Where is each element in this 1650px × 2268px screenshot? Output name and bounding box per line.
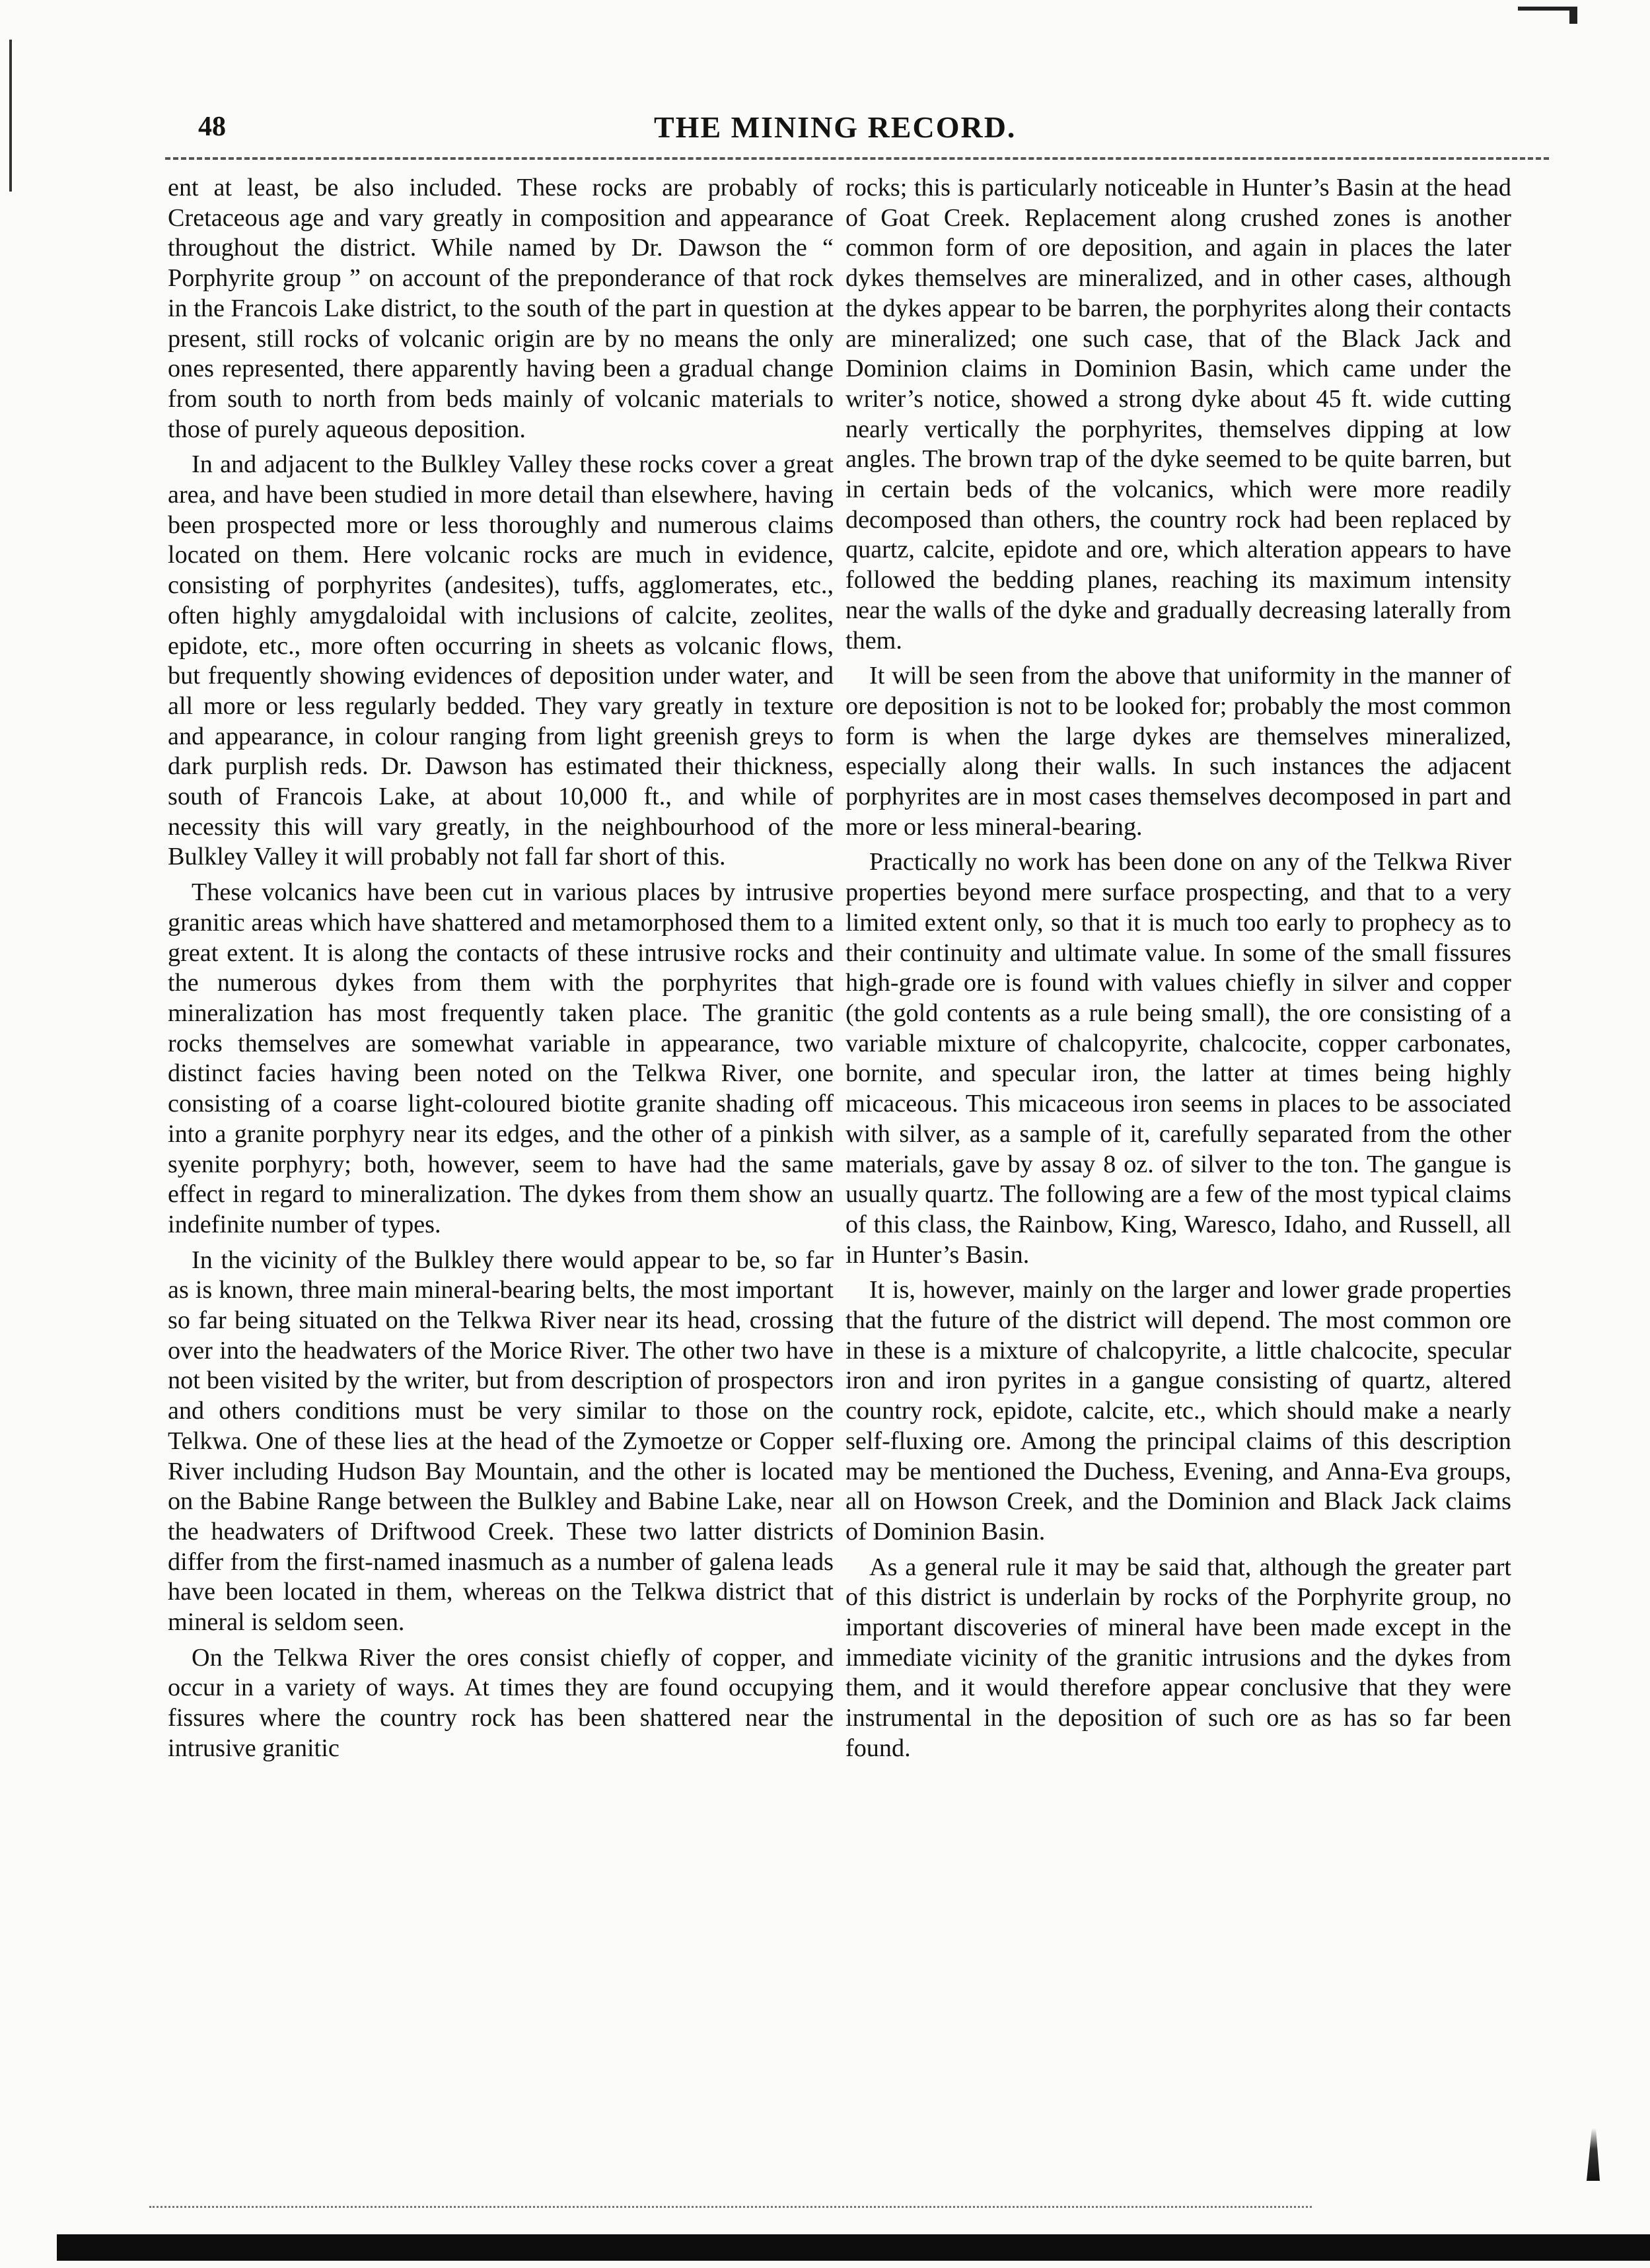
paragraph: It is, however, mainly on the larger and lower grade properties that the future of the district will depend. The most common ore in these is a mixture of chalcopyrite, a little chalcocite, specular iron and iron pyrites in a gangue consisting of quartz, altered country rock, epidote, calcite, etc., which should make a nearly self-fluxing ore. Among the principal claims of this description may be mentioned the Duchess, Evening, and Anna-Eva groups, all on Howson Creek, and the Dominion and Black Jack claims of Dominion Basin. [845,1276,1511,1545]
right-column [845,173,1511,2141]
left-column [168,173,834,2141]
paragraph: In and adjacent to the Bulkley Valley these rocks cover a great area, and have been studied in more detail than elsewhere, having been prospected more or less thoroughly and numerous claims located on them. Here volcanic rocks are much in evidence, consisting of porphyrites (andesites), tuffs, agglomerates, etc., often highly amygdaloidal with inclusions of calcite, zeolites, epidote, etc., more often occurring in sheets as volcanic flows, but frequently showing evidences of deposition under water, and all more or less regularly bedded. They vary greatly in texture and appearance, in colour ranging from light greenish greys to dark purplish reds. Dr. Dawson has estimated their thickness, south of Francois Lake, at about 10,000 ft., and while of necessity this will vary greatly, in the neighbourhood of the Bulkley Valley it will probably not fall far short of this. [168,450,834,871]
paragraph: ent at least, be also included. These rocks are probably of Cretaceous age and vary greatly in composition and appearance throughout the district. While named by Dr. Dawson the “ Porphyrite group ” on account of the preponderance of that rock in the Francois Lake district, to the south of the part in question at present, still rocks of volcanic origin are by no means the only ones represented, there apparently having been a gradual change from south to north from beds mainly of volcanic materials to those of purely aqueous deposition. [168,174,834,443]
paragraph: As a general rule it may be said that, although the greater part of this district is underlain by rocks of the Porphyrite group, no important discoveries of mineral have been made except in the immediate vicinity of the granitic intrusions and the dykes from them, and it would therefore appear conclusive that they were instrumental in the deposition of such ore as has so far been found. [845,1553,1511,1762]
scan-bottom-bar [57,2234,1650,2261]
paragraph: Practically no work has been done on any of the Telkwa River properties beyond mere surface prospecting, and that to a very limited extent only, so that it is much too early to prophecy as to their continuity and ultimate value. In some of the small fissures high-grade ore is found with values chiefly in silver and copper (the gold contents as a rule being small), the ore consisting of a variable mixture of chalcopyrite, chalcocite, copper carbonates, bornite, and specular iron, the latter at times being highly micaceous. This micaceous iron seems in places to be associated with silver, as a sample of it, carefully separated from the other materials, gave by assay 8 oz. of silver to the ton. The gangue is usually quartz. The following are a few of the most typical claims of this class, the Rainbow, King, Waresco, Idaho, and Russell, all in Hunter’s Basin. [845,848,1511,1269]
paragraph: In the vicinity of the Bulkley there would appear to be, so far as is known, three main mineral-bearing belts, the most important so far being situated on the Telkwa River near its head, crossing over into the headwaters of the Morice River. The other two have not been visited by the writer, but from description of prospectors and others conditions must be very similar to those on the Telkwa. One of these lies at the head of the Zymoetze or Copper River including Hudson Bay Mountain, and the other is located on the Babine Range between the Bulkley and Babine Lake, near the headwaters of Driftwood Creek. These two latter districts differ from the first-named inasmuch as a number of galena leads have been located in them, whereas on the Telkwa district that mineral is seldom seen. [168,1246,834,1637]
scan-edge-rule [9,40,12,192]
footer-dotted-rule [149,2206,1312,2208]
header-rule [165,157,1549,160]
scan-blot [1587,2128,1600,2181]
paragraph: On the Telkwa River the ores consist chiefly of copper, and occur in a variety of ways. At times they are found occupying fissures where the country rock has been shattered near the intrusive granitic [168,1643,834,1762]
paragraph: rocks; this is particularly noticeable in Hunter’s Basin at the head of Goat Creek. Replacement along crushed zones is another common form of ore deposition, and again in places the later dykes themselves are mineralized, and in other cases, although the dykes appear to be barren, the porphyrites along their contacts are mineralized; one such case, that of the Black Jack and Dominion claims in Dominion Basin, which came under the writer’s notice, showed a strong dyke about 45 ft. wide cutting nearly vertically the porphyrites, themselves dipping at low angles. The brown trap of the dyke seemed to be quite barren, but in certain beds of the volcanics, which were more readily decomposed than others, the country rock had been replaced by quartz, calcite, epidote and ore, which alteration appears to have followed the bedding planes, reaching its maximum intensity near the walls of the dyke and gradually decreasing laterally from them. [845,174,1511,655]
page-title: THE MINING RECORD. [654,110,1017,144]
paragraph: These volcanics have been cut in various places by intrusive granitic areas which have shattered and metamorphosed them to a great extent. It is along the contacts of these intrusive rocks and the numerous dykes from them with the porphyrites that mineralization has most frequently taken place. The granitic rocks themselves are somewhat variable in appearance, two distinct facies having been noted on the Telkwa River, one consisting of a coarse light-coloured biotite granite shading off into a granite porphyry near its edges, and the other of a pinkish syenite porphyry; both, however, seem to have had the same effect in regard to mineralization. The dykes from them show an indefinite number of types. [168,878,834,1238]
page-number: 48 [198,112,226,142]
corner-mark [1518,7,1577,11]
paragraph: It will be seen from the above that uniformity in the manner of ore deposition is not to be looked for; probably the most common form is when the large dykes are themselves mineralized, especially along their walls. In such instances the adjacent porphyrites are in most cases themselves decomposed in part and more or less mineral-bearing. [845,662,1511,841]
